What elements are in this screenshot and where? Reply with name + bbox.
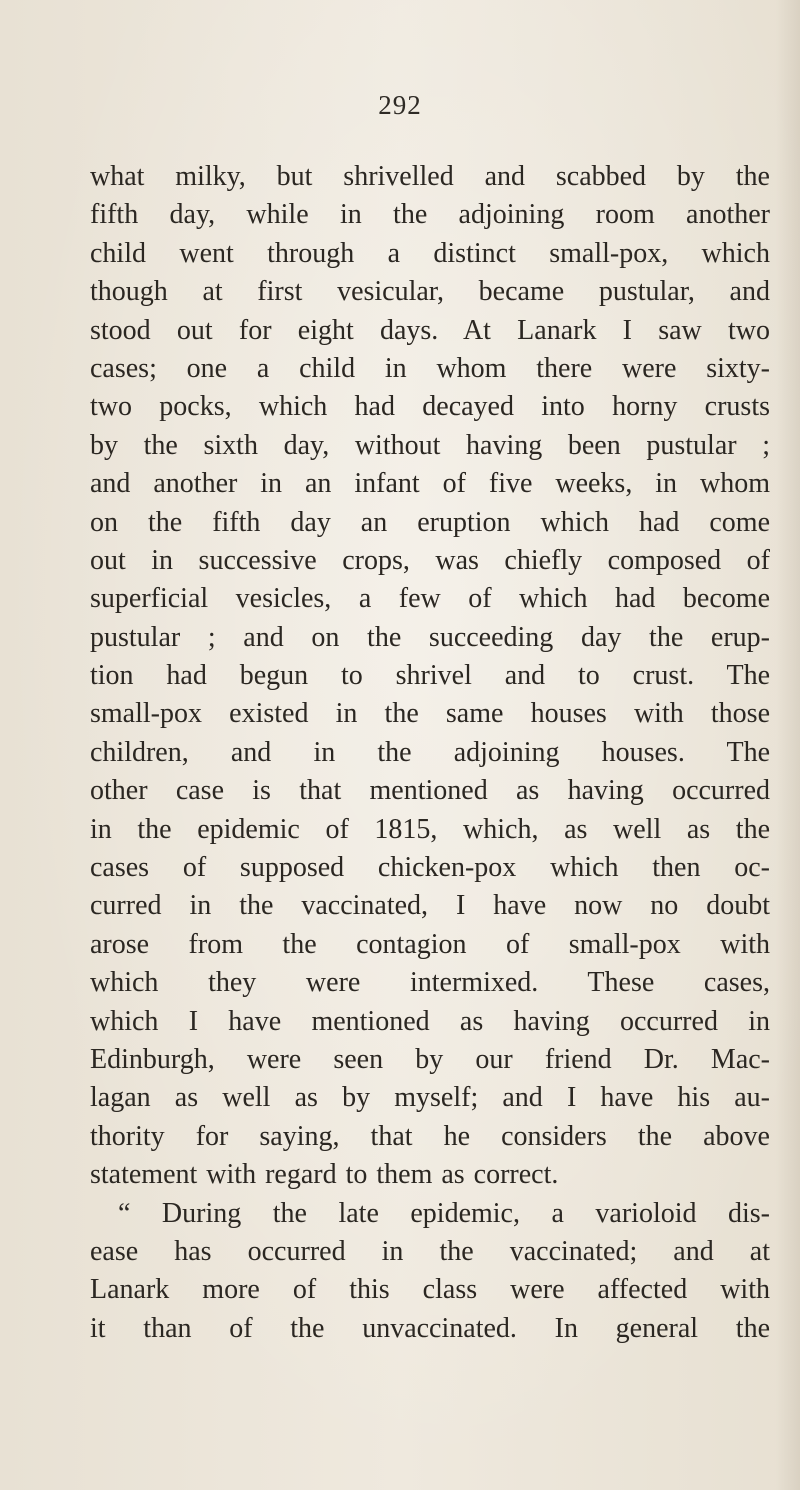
- text-line: pustular ; and on the succeeding day the erup-: [90, 621, 770, 653]
- text-line: other case is that mentioned as having occurred: [90, 775, 770, 807]
- text-line: small-pox existed in the same houses with those: [90, 698, 770, 730]
- text-line: tion had begun to shrivel and to crust. The: [90, 660, 770, 692]
- text-line: arose from the contagion of small-pox with: [90, 928, 770, 960]
- text-line: “ During the late epidemic, a varioloid dis-: [118, 1197, 770, 1229]
- text-line: on the fifth day an eruption which had come: [90, 506, 770, 538]
- text-line: which I have mentioned as having occurred in: [90, 1005, 770, 1037]
- text-line: by the sixth day, without having been pustular ;: [90, 429, 770, 461]
- text-line: Edinburgh, were seen by our friend Dr. Mac-: [90, 1043, 770, 1075]
- text-line: statement with regard to them as correct.: [90, 1159, 559, 1191]
- text-line: though at first vesicular, became pustular, and: [90, 276, 770, 308]
- text-line: two pocks, which had decayed into horny crusts: [90, 391, 770, 423]
- text-line: in the epidemic of 1815, which, as well as the: [90, 813, 770, 845]
- text-line: ease has occurred in the vaccinated; and at: [90, 1235, 770, 1267]
- text-line: cases; one a child in whom there were sixty-: [90, 352, 770, 384]
- text-line: child went through a distinct small-pox, which: [90, 237, 770, 269]
- text-line: it than of the unvaccinated. In general the: [90, 1312, 770, 1344]
- text-line: curred in the vaccinated, I have now no doubt: [90, 890, 770, 922]
- text-line: superficial vesicles, a few of which had become: [90, 583, 770, 615]
- text-line: children, and in the adjoining houses. The: [90, 736, 770, 768]
- text-line: cases of supposed chicken-pox which then oc-: [90, 852, 770, 884]
- text-line: and another in an infant of five weeks, in whom: [90, 468, 770, 500]
- body-text: [90, 158, 770, 1348]
- page-number: 292: [378, 90, 422, 120]
- text-line: Lanark more of this class were affected with: [90, 1274, 770, 1306]
- text-line: what milky, but shrivelled and scabbed by the: [90, 161, 770, 192]
- text-line: out in successive crops, was chiefly composed of: [90, 544, 770, 576]
- text-line: lagan as well as by myself; and I have his au-: [90, 1082, 770, 1114]
- text-line: which they were intermixed. These cases,: [90, 967, 770, 999]
- text-line: fifth day, while in the adjoining room another: [90, 199, 770, 231]
- text-line: thority for saying, that he considers the above: [90, 1120, 770, 1152]
- text-line: stood out for eight days. At Lanark I saw two: [90, 314, 770, 346]
- page-edge-shadow: [776, 0, 800, 1490]
